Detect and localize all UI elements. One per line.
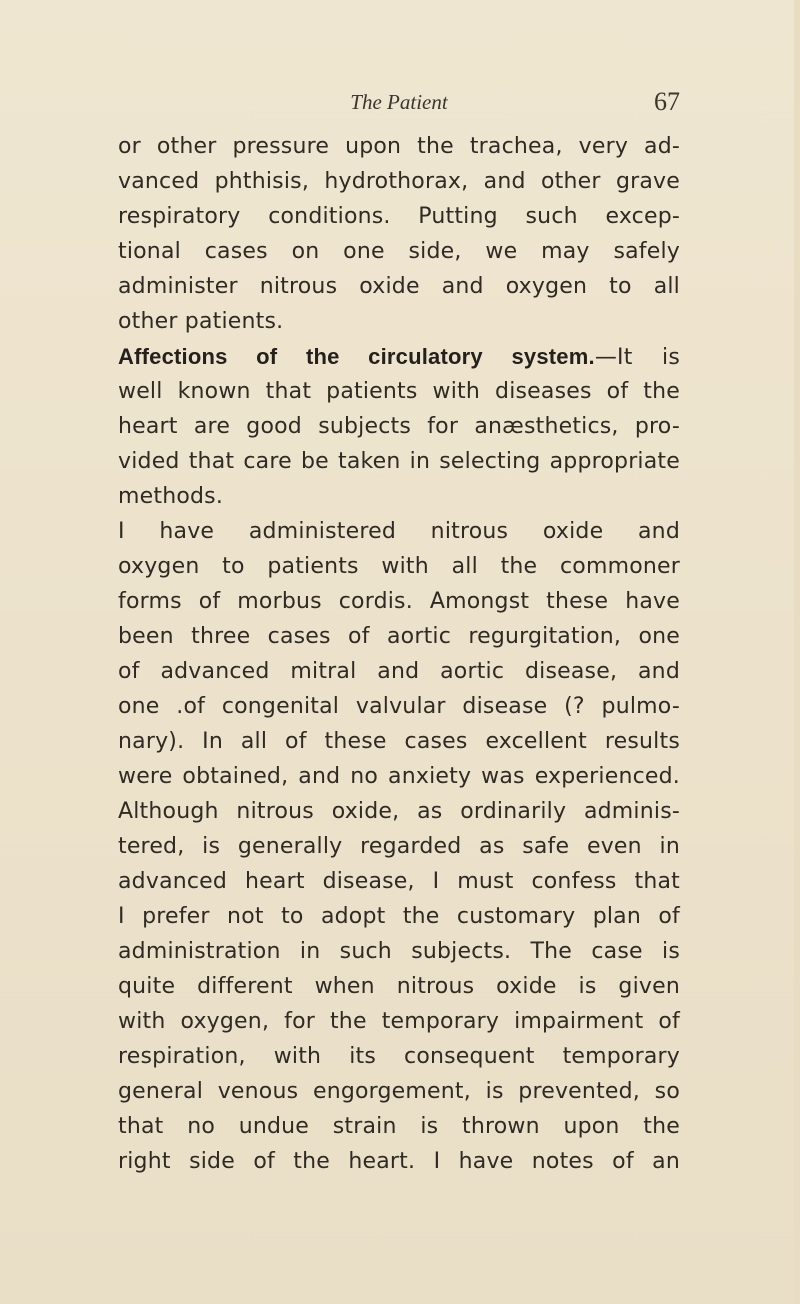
text-line: tional cases on one side, we may safely	[118, 239, 680, 264]
page-number: 67	[654, 87, 680, 116]
running-head	[118, 86, 680, 118]
text-line: administration in such subjects. The case is	[118, 939, 680, 964]
text-line: quite different when nitrous oxide is given	[118, 974, 680, 999]
scan-edge	[794, 0, 800, 1304]
text-line: respiration, with its consequent temporary	[118, 1044, 680, 1069]
text-line: respiratory conditions. Putting such excep-	[118, 204, 680, 229]
text-line: or other pressure upon the trachea, very ad-	[118, 134, 680, 159]
section-heading: Affections of the circulatory system.	[118, 344, 595, 369]
running-title: The Patient	[350, 90, 448, 114]
text-line: I have administered nitrous oxide and	[118, 519, 680, 544]
text-line: vanced phthisis, hydrothorax, and other grave	[118, 169, 680, 194]
text-line: general venous engorgement, is prevented, so	[118, 1079, 680, 1104]
text-line: one .of congenital valvular disease (? pulmo-	[118, 694, 680, 719]
text-line: tered, is generally regarded as safe even in	[118, 834, 680, 859]
text-line: heart are good subjects for anæsthetics, pro-	[118, 414, 680, 439]
text-line: Although nitrous oxide, as ordinarily adminis-	[118, 799, 680, 824]
text-line: advanced heart disease, I must confess that	[118, 869, 680, 894]
text-line: of advanced mitral and aortic disease, and	[118, 659, 680, 684]
text-line: that no undue strain is thrown upon the	[118, 1114, 680, 1139]
section-heading-continuation: —It is	[594, 345, 680, 370]
text-line: I prefer not to adopt the customary plan of	[118, 904, 680, 929]
text-line: vided that care be taken in selecting appropriate	[118, 449, 680, 474]
text-line: oxygen to patients with all the commoner	[118, 554, 680, 579]
text-line: nary). In all of these cases excellent results	[118, 729, 680, 754]
text-line: were obtained, and no anxiety was experienced.	[118, 764, 680, 789]
text-line: forms of morbus cordis. Amongst these have	[118, 589, 680, 614]
text-line: methods.	[118, 484, 224, 509]
section-heading-line	[118, 339, 680, 374]
text-line: been three cases of aortic regurgitation, one	[118, 624, 680, 649]
text-line: with oxygen, for the temporary impairment of	[118, 1009, 680, 1034]
text-line: administer nitrous oxide and oxygen to all	[118, 274, 680, 299]
text-line: other patients.	[118, 309, 284, 334]
text-line: well known that patients with diseases of the	[118, 379, 680, 404]
text-line: right side of the heart. I have notes of an	[118, 1149, 680, 1174]
body-text	[118, 129, 680, 1179]
